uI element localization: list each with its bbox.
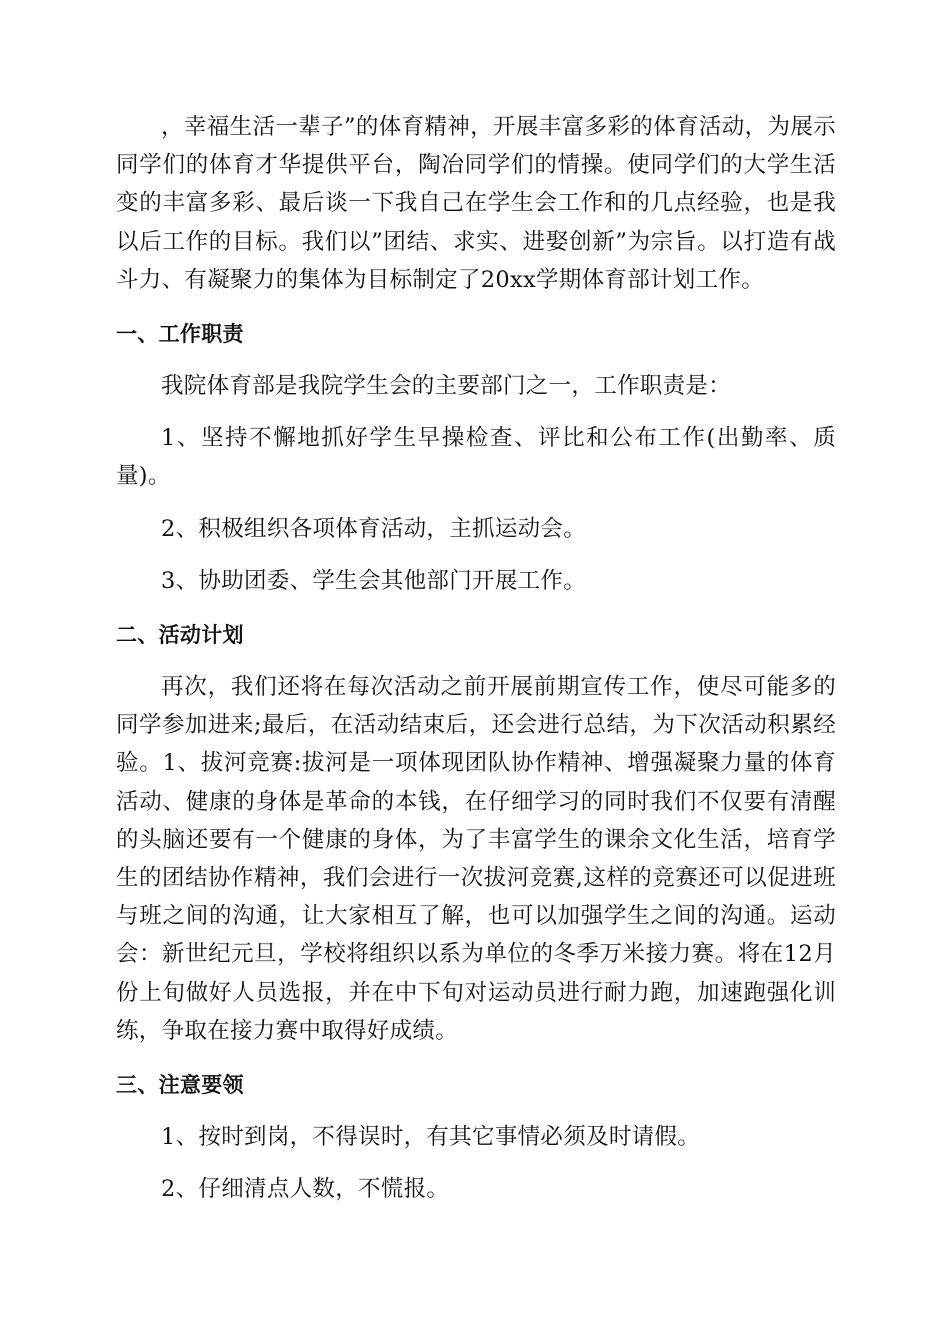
duties-item-2: 2、积极组织各项体育活动，主抓运动会。: [161, 515, 587, 542]
notes-item-2: 2、仔细清点人数，不慌报。: [161, 1176, 450, 1203]
document-body: [116, 108, 836, 1208]
intro-paragraph: ，幸福生活一辈子”的体育精神，开展丰富多彩的体育活动，为展示同学们的体育才华提供平台，陶冶同学们的情操。使同学们的大学生活变的丰富多彩、最后谈一下我自己在学生会工作和的几点经验，也是我以后工作的目标。我们以”团结、求实、进娶创新”为宗旨。以打造有战斗力、有凝聚力的集体为目标制定了20xx学期体育部计划工作。: [116, 114, 836, 293]
duties-item-3: 3、协助团委、学生会其他部门开展工作。: [161, 567, 587, 594]
duties-item-1: 1、坚持不懈地抓好学生早操检查、评比和公布工作(出勤率、质量)。: [116, 425, 836, 490]
section-heading-duties: 一、工作职责: [116, 322, 244, 347]
duties-lead-paragraph: 我院体育部是我院学生会的主要部门之一，工作职责是：: [161, 373, 732, 400]
section-heading-notes: 三、注意要领: [116, 1073, 244, 1098]
section-heading-activity-plan: 二、活动计划: [116, 623, 244, 648]
notes-item-1: 1、按时到岗，不得误时，有其它事情必须及时请假。: [161, 1124, 701, 1151]
activity-plan-paragraph: 再次，我们还将在每次活动之前开展前期宣传工作，使尽可能多的同学参加进来;最后，在活动结束后，还会进行总结，为下次活动积累经验。1、拔河竞赛:拔河是一项体现团队协作精神、增强凝聚力量的体育活动、健康的身体是革命的本钱，在仔细学习的同时我们不仅要有清醒的头脑还要有一个健康的身体，为了丰富学生的课余文化生活，培育学生的团结协作精神，我们会进行一次拔河竞赛,这样的竞赛还可以促进班与班之间的沟通，让大家相互了解，也可以加强学生之间的沟通。运动会：新世纪元旦，学校将组织以系为单位的冬季万米接力赛。将在12月份上旬做好人员选报，并在中下旬对运动员进行耐力跑，加速跑强化训练，争取在接力赛中取得好成绩。: [116, 674, 836, 1044]
